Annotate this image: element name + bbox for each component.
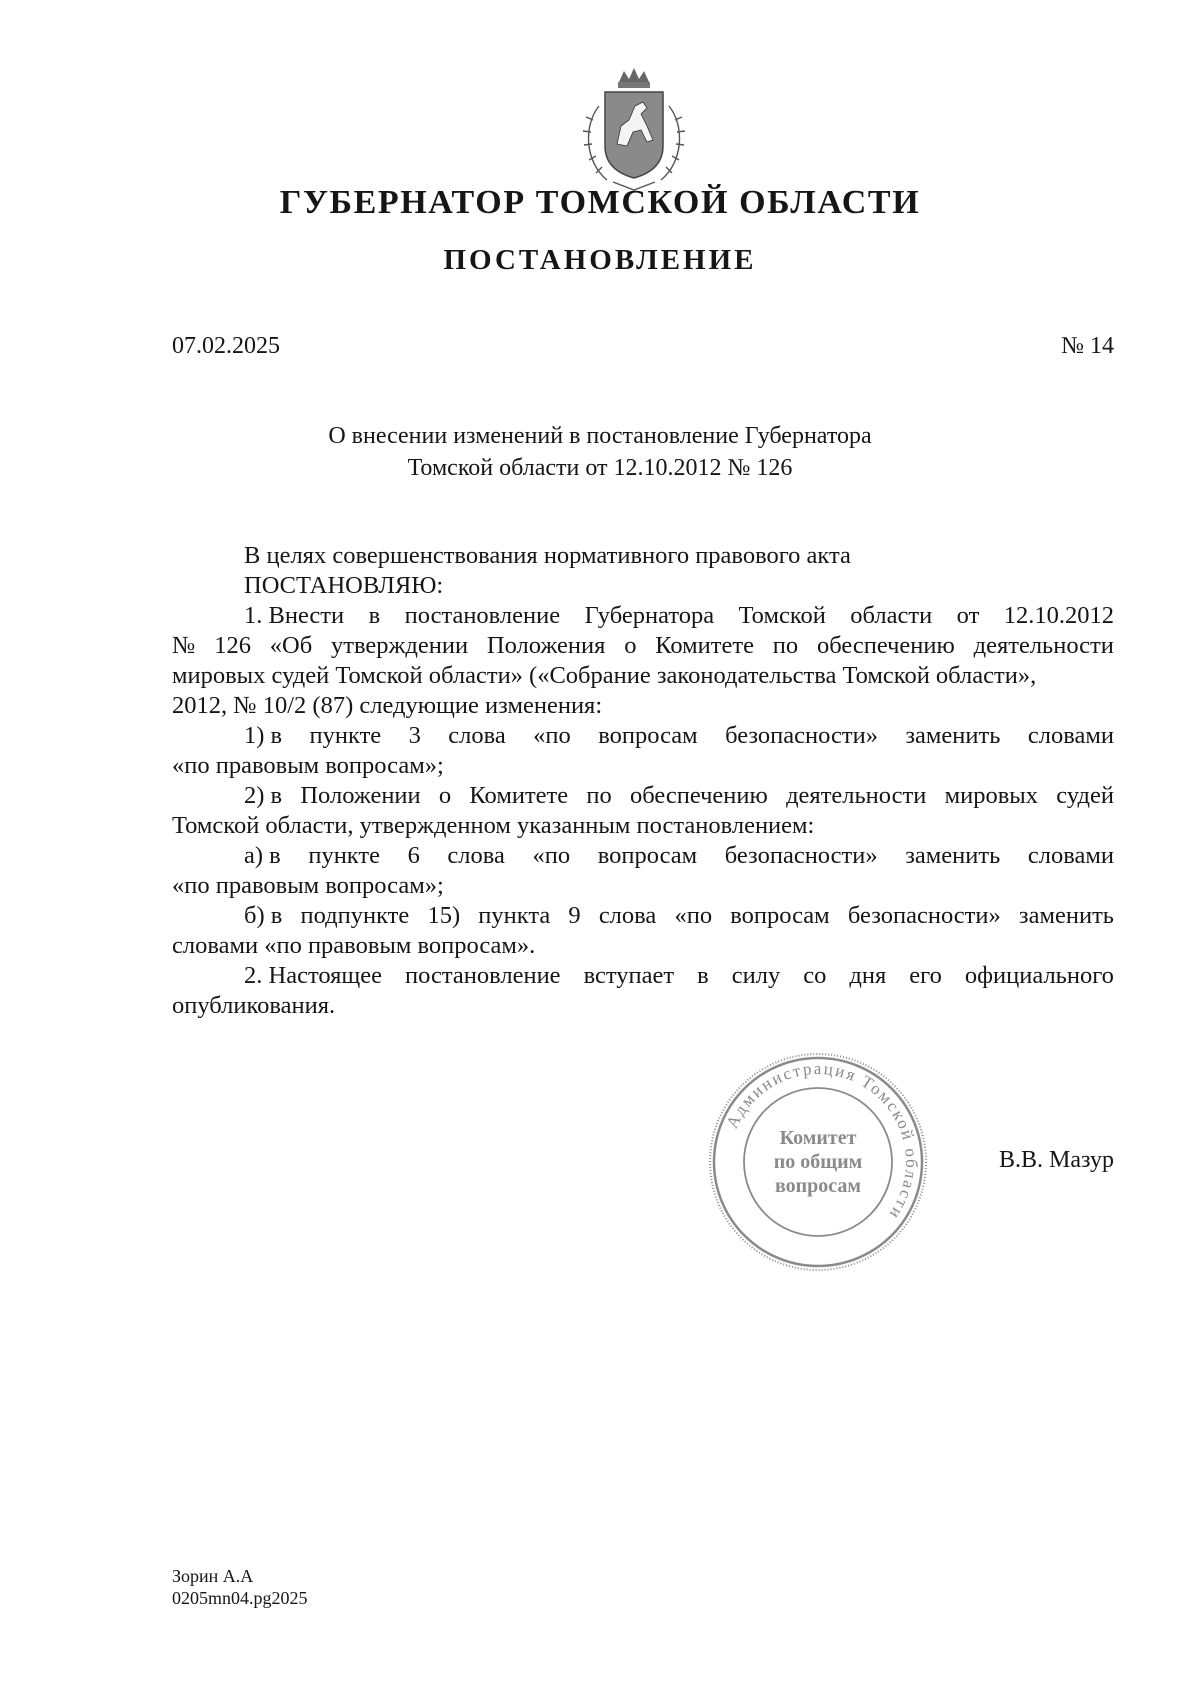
file-code: 0205mn04.pg2025 xyxy=(172,1588,308,1608)
word: вопросам xyxy=(598,722,698,749)
signer-name: В.В. Мазур xyxy=(999,1147,1114,1173)
subparagraph-1-2-line xyxy=(172,781,1114,811)
word: словами xyxy=(1027,842,1114,869)
word: «по xyxy=(532,842,571,869)
organization-title: ГУБЕРНАТОР ТОМСКОЙ ОБЛАСТИ xyxy=(279,184,921,221)
paragraph-1-line xyxy=(172,631,1114,661)
word: 3 xyxy=(408,722,421,749)
subparagraph-1-1-line: «по правовым вопросам»; xyxy=(172,752,444,779)
word: 12.10.2012 xyxy=(1003,602,1114,629)
word: Комитете xyxy=(469,782,569,809)
word: «Об xyxy=(269,632,313,659)
executor-name: Зорин А.А xyxy=(172,1566,254,1586)
word: Положении xyxy=(300,782,421,809)
word: по xyxy=(586,782,612,809)
stamp-center-line: вопросам xyxy=(774,1175,862,1197)
word: 1) в xyxy=(244,722,283,749)
word: вступает xyxy=(583,962,675,989)
word: о xyxy=(624,632,637,659)
word: деятельности xyxy=(973,632,1114,659)
word: слова xyxy=(447,842,505,869)
word: 6 xyxy=(407,842,420,869)
subparagraph-a-line xyxy=(172,841,1114,871)
word: заменить xyxy=(1018,902,1114,929)
subject-line: Томской области от 12.10.2012 № 126 xyxy=(407,455,793,481)
footer-executor xyxy=(172,1565,308,1609)
word: 1. Внести xyxy=(244,602,345,629)
word: б) в xyxy=(244,902,283,929)
stamp-center-line: Комитет xyxy=(779,1127,857,1149)
word: в xyxy=(368,602,381,629)
word: по xyxy=(772,632,799,659)
word: пункте xyxy=(308,842,380,869)
word: а) в xyxy=(244,842,281,869)
word: силу xyxy=(731,962,781,989)
official-stamp xyxy=(706,1050,930,1274)
paragraph-1-line xyxy=(172,601,1114,631)
preamble: В целях совершенствования нормативного правового акта xyxy=(244,542,851,569)
word: со xyxy=(803,962,827,989)
paragraph-2-line: опубликования. xyxy=(172,992,336,1019)
word: Томской xyxy=(738,602,826,629)
word: 2. Настоящее xyxy=(244,962,382,989)
paragraph-2-line xyxy=(172,961,1114,991)
word: области xyxy=(850,602,933,629)
word: заменить xyxy=(905,842,1001,869)
word: слова xyxy=(598,902,657,929)
word: безопасности» xyxy=(847,902,1001,929)
subparagraph-a-line: «по правовым вопросам»; xyxy=(172,872,444,899)
document-type: ПОСТАНОВЛЕНИЕ xyxy=(443,244,757,276)
word: вопросам xyxy=(597,842,698,869)
word: в xyxy=(697,962,709,989)
word: мировых xyxy=(944,782,1039,809)
word: утверждении xyxy=(331,632,469,659)
word: официального xyxy=(964,962,1114,989)
word: дня xyxy=(849,962,887,989)
subject-line: О внесении изменений в постановление Губернатора xyxy=(328,423,872,449)
word: от xyxy=(956,602,980,629)
document-subject xyxy=(0,420,1200,484)
stamp-center-line: по общим xyxy=(773,1151,863,1173)
word: пункта xyxy=(478,902,551,929)
stamp-ring-text: Администрация Томской области xyxy=(722,1058,922,1224)
word: 2) в xyxy=(244,782,283,809)
document-body xyxy=(172,541,1114,1021)
subparagraph-b-line: словами «по правовым вопросам». xyxy=(172,932,536,959)
subparagraph-1-2-line: Томской области, утвержденном указанным постановлением: xyxy=(172,812,815,839)
subparagraph-1-1-line xyxy=(172,721,1114,751)
word: 9 xyxy=(568,902,581,929)
word: о xyxy=(438,782,452,809)
paragraph-1-line: 2012, № 10/2 (87) следующие изменения: xyxy=(172,692,603,719)
word: 15) xyxy=(427,902,461,929)
word: «по xyxy=(674,902,713,929)
word: Комитете xyxy=(655,632,754,659)
word: постановление xyxy=(404,602,561,629)
word: словами xyxy=(1027,722,1114,749)
document-date: 07.02.2025 xyxy=(172,333,280,359)
word: пункте xyxy=(309,722,382,749)
word: безопасности» xyxy=(725,722,878,749)
word: слова xyxy=(448,722,506,749)
word: обеспечению xyxy=(629,782,768,809)
tomsk-coat-of-arms-icon xyxy=(577,66,691,194)
word: № xyxy=(172,632,196,659)
word: деятельности xyxy=(786,782,927,809)
word: судей xyxy=(1056,782,1114,809)
word: подпункте xyxy=(300,902,410,929)
word: обеспечению xyxy=(816,632,955,659)
subparagraph-b-line xyxy=(172,901,1114,931)
word: вопросам xyxy=(730,902,830,929)
decree-word: ПОСТАНОВЛЯЮ: xyxy=(244,572,444,599)
word: безопасности» xyxy=(724,842,878,869)
document-number: № 14 xyxy=(1061,333,1114,359)
word: 126 xyxy=(214,632,251,659)
word: заменить xyxy=(905,722,1001,749)
word: Губернатора xyxy=(584,602,715,629)
word: Положения xyxy=(486,632,606,659)
word: «по xyxy=(533,722,571,749)
word: постановление xyxy=(405,962,561,989)
paragraph-1-line: мировых судей Томской области» («Собрание законодательства Томской области», xyxy=(172,662,1037,689)
word: его xyxy=(909,962,942,989)
